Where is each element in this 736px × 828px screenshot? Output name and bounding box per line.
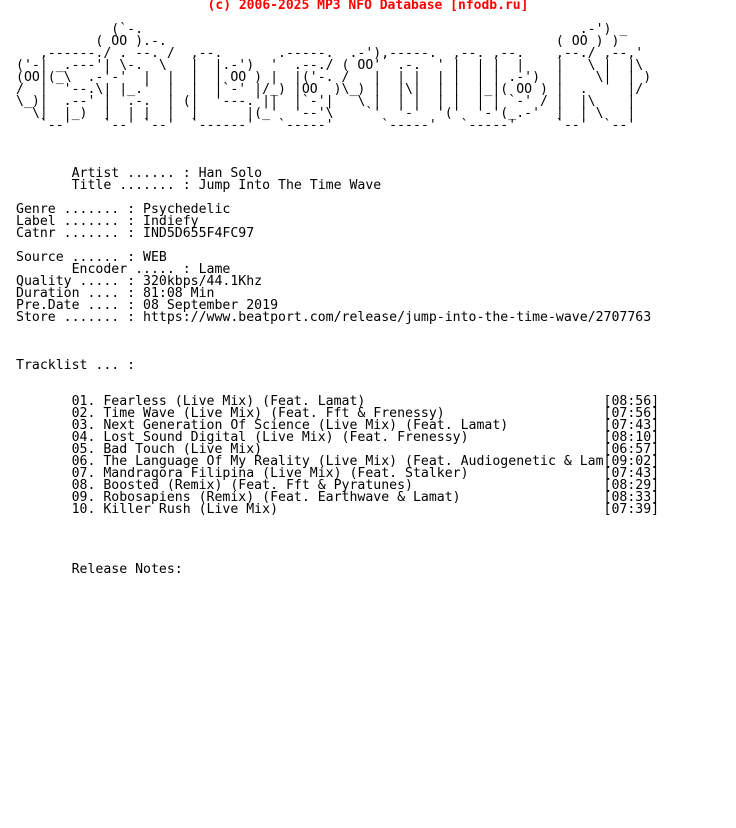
quality-line: Quality ..... : 320kbps/44.1Khz [16,274,263,289]
ascii-logo: (`-. .-') _ ( OO ).-. ( OO ) ) ,------./ . --. / ,--. .-----. .-'),-----. ,--. ,--. ,--./ ,--,' ('-| _.---'| \-. \ | |.-') ' .--./ ( OO' .-. ' | | | | | \ | |\ (OO|(_\ .-'-' | | | | OO ) | |('-. / | | | | | | | .-') | \| | ) / | '--.\| |_.' | | |`-' |/_) |OO )\_) | |\| | | |_|( OO ) | . |/ \_)| .--' | .-. | (| '---.'|| |`-'| \ | | | | | | | `-' / | |\ | \| |_) | | | | | |(_' '--'\ `' '-' '(' '-'(_.-' | | \ | `--' `--' `--' `------' `-----' `-----' `-----' `--' `--' [16,22,652,133]
track-row: 02. Time Wave (Live Mix) (Feat. Fft & Frenessy) [07:56] [16,406,660,421]
source-line: Source ...... : WEB [16,250,167,265]
store-line: Store ....... : https://www.beatport.com/release/jump-into-the-time-wave/2707763 [16,310,652,325]
track-row: 09. Robosapiens (Remix) (Feat. Earthwave & Lamat) [08:33] [16,490,660,505]
catnr-line: Catnr ....... : IND5D655F4FC97 [16,226,255,241]
encoder-line: Encoder ..... : Lame [16,262,231,277]
track-row: 08. Boosted (Remix) (Feat. Fft & Pyratunes) [08:29] [16,478,660,493]
track-row: 05. Bad Touch (Live Mix) [06:57] [16,442,660,457]
nfo-document [16,24,659,576]
release-notes-heading: Release Notes: [16,562,183,577]
tracklist-heading: Tracklist ... : [16,358,136,373]
track-row: 07. Mandragora Filipina (Live Mix) (Feat. Stalker) [07:43] [16,466,660,481]
artist-line: Artist ...... : Han Solo [16,166,263,181]
track-row: 10. Killer Rush (Live Mix) [07:39] [16,502,660,517]
track-row: 03. Next Generation Of Science (Live Mix) (Feat. Lamat) [07:43] [16,418,660,433]
track-row: 04. Lost Sound Digital (Live Mix) (Feat. Frenessy) [08:10] [16,430,660,445]
genre-line: Genre ....... : Psychedelic [16,202,231,217]
duration-line: Duration .... : 81:08 Min [16,286,215,301]
site-header: (c) 2006-2025 MP3 NFO Database [nfodb.ru] [207,0,529,13]
title-line: Title ....... : Jump Into The Time Wave [16,178,382,193]
predate-line: Pre.Date .... : 08 September 2019 [16,298,279,313]
label-line: Label ....... : Indiefy [16,214,199,229]
track-row: 01. Fearless (Live Mix) (Feat. Lamat) [08:56] [16,394,660,409]
track-row: 06. The Language Of My Reality (Live Mix) (Feat. Audiogenetic & Lam[09:02] [16,454,660,469]
